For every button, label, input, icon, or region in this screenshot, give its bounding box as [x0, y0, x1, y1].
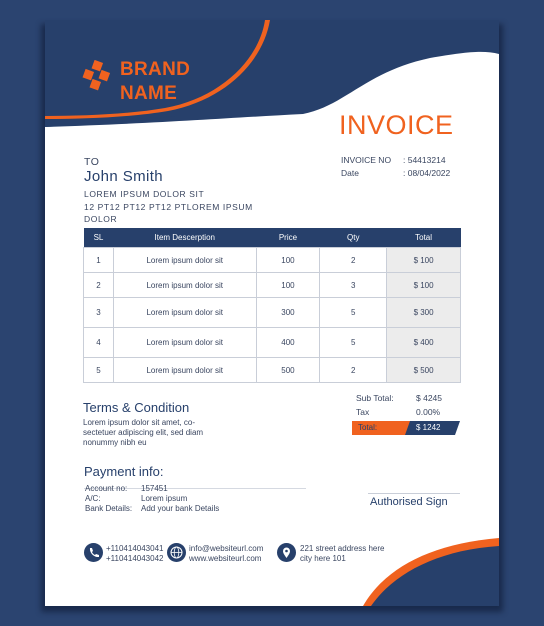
cell-qty: 5 — [320, 328, 387, 358]
payment-details — [85, 484, 219, 514]
client-address-line1: LOREM IPSUM DOLOR SIT — [84, 189, 205, 199]
signature-label: Authorised Sign — [370, 496, 448, 508]
invoice-date-label: Date — [341, 167, 359, 178]
footer-wave — [45, 528, 499, 606]
cell-item: Lorem ipsum dolor sit — [113, 358, 256, 383]
total-label: Total: — [358, 423, 378, 432]
terms-line2: sectetuer adipiscing elit, sed diam — [83, 428, 204, 437]
cell-total: $ 100 — [387, 248, 461, 273]
table-row — [84, 248, 461, 273]
cell-sl: 4 — [84, 328, 114, 358]
header-price: Price — [256, 228, 320, 248]
cell-sl: 2 — [84, 273, 114, 298]
globe-icon — [167, 543, 186, 562]
table-row — [84, 298, 461, 328]
contact-phones — [106, 544, 163, 563]
header-total: Total — [387, 228, 461, 248]
invoice-date-value: : 08/04/2022 — [403, 167, 451, 178]
cell-price: 100 — [256, 248, 320, 273]
ac-label: A/C: — [85, 494, 101, 503]
items-table — [83, 228, 461, 383]
cell-price: 400 — [256, 328, 320, 358]
brand-name-line2: NAME — [120, 83, 178, 104]
cell-item: Lorem ipsum dolor sit — [113, 298, 256, 328]
header-item: Item Descerption — [113, 228, 256, 248]
invoice-meta — [341, 154, 450, 179]
cell-total: $ 300 — [387, 298, 461, 328]
cell-total: $ 100 — [387, 273, 461, 298]
table-header-row — [84, 228, 461, 248]
cell-qty: 2 — [320, 358, 387, 383]
total-value: $ 1242 — [416, 423, 441, 432]
cell-qty: 3 — [320, 273, 387, 298]
cell-item: Lorem ipsum dolor sit — [113, 248, 256, 273]
cell-qty: 5 — [320, 298, 387, 328]
phone-icon — [84, 543, 103, 562]
subtotal-value: $ 4245 — [416, 393, 442, 403]
cell-price: 500 — [256, 358, 320, 383]
terms-line3: nonummy nibh eu — [83, 438, 147, 447]
cell-sl: 3 — [84, 298, 114, 328]
terms-text — [83, 418, 233, 448]
email: info@websiteurl.com — [189, 544, 264, 553]
payment-title: Payment info: — [84, 464, 164, 479]
signature-line — [368, 493, 460, 494]
account-value: 157451 — [141, 484, 168, 493]
client-address-line3: DOLOR — [84, 214, 118, 224]
terms-title: Terms & Condition — [83, 400, 190, 415]
header-sl: SL — [84, 228, 114, 248]
brand-logo-icon — [82, 60, 116, 94]
cell-total: $ 400 — [387, 328, 461, 358]
invoice-number-label: INVOICE NO — [341, 155, 392, 165]
tax-label: Tax — [356, 407, 370, 417]
bank-label: Bank Details: — [85, 504, 133, 513]
tax-value: 0.00% — [416, 407, 441, 417]
cell-sl: 1 — [84, 248, 114, 273]
cell-sl: 5 — [84, 358, 114, 383]
bank-value: Add your bank Details — [141, 504, 220, 513]
header-qty: Qty — [320, 228, 387, 248]
client-address — [84, 188, 284, 226]
invoice-number-value: : 54413214 — [403, 155, 446, 165]
location-pin-icon — [277, 543, 296, 562]
address-line2: city here 101 — [300, 553, 346, 563]
invoice-page — [45, 20, 499, 606]
phone-1: +110414043041 — [106, 544, 164, 553]
contact-web — [189, 544, 263, 563]
account-label: Account no: — [85, 484, 128, 493]
client-address-line2: 12 PT12 PT12 PT12 PTLOREM IPSUM — [84, 201, 253, 212]
website: www.websiteurl.com — [189, 553, 262, 563]
client-name: John Smith — [84, 168, 164, 185]
cell-total: $ 500 — [387, 358, 461, 383]
cell-price: 300 — [256, 298, 320, 328]
brand-name-line1: BRAND — [120, 59, 191, 80]
cell-item: Lorem ipsum dolor sit — [113, 328, 256, 358]
brand-name — [120, 58, 190, 106]
summary — [356, 391, 442, 419]
table-row — [84, 273, 461, 298]
ac-value: Lorem ipsum — [141, 494, 188, 503]
phone-2: +110414043042 — [106, 553, 164, 563]
cell-item: Lorem ipsum dolor sit — [113, 273, 256, 298]
address-line1: 221 street address here — [300, 544, 385, 553]
terms-line1: Lorem ipsum dolor sit amet, co- — [83, 418, 196, 427]
invoice-title: INVOICE — [339, 110, 454, 140]
to-label: TO — [84, 156, 100, 168]
table-row — [84, 358, 461, 383]
cell-price: 100 — [256, 273, 320, 298]
cell-qty: 2 — [320, 248, 387, 273]
table-row — [84, 328, 461, 358]
subtotal-label: Sub Total: — [356, 393, 394, 403]
contact-address — [300, 544, 385, 563]
